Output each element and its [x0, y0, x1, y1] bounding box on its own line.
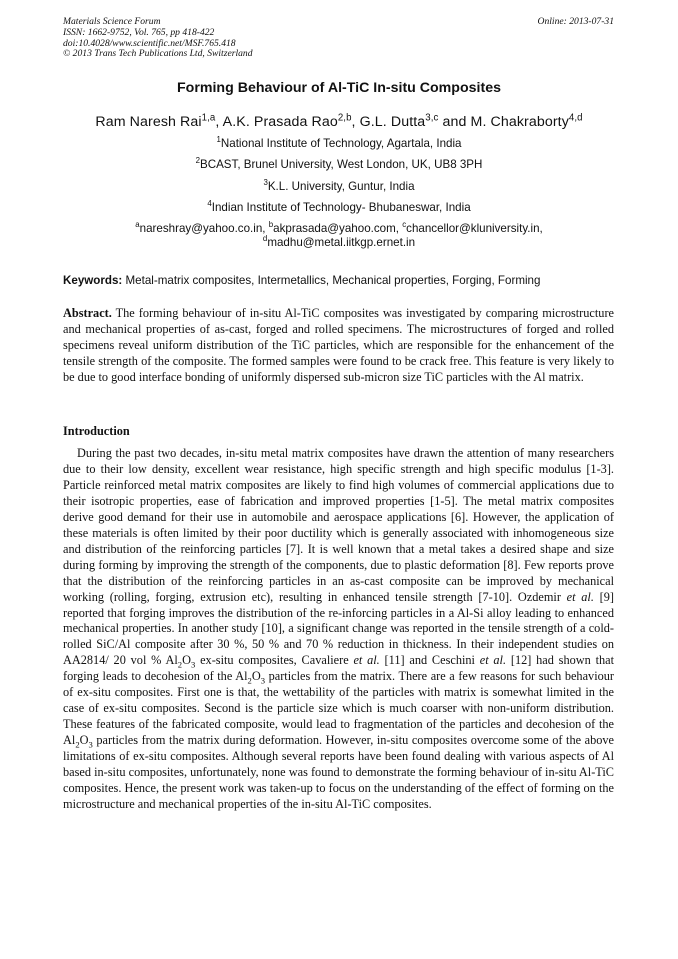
author-list: [0, 114, 678, 130]
keywords-label: Keywords:: [63, 274, 123, 287]
affiliation-sup: 4: [207, 199, 212, 209]
abstract: [63, 306, 614, 386]
email-d[interactable]: madhu@metal.iitkgp.ernet.in: [267, 236, 416, 249]
author-name: G.L. Dutta: [359, 114, 426, 130]
abstract-text: The forming behaviour of in-situ Al-TiC composites was investigated by comparing microstructure and mechanical properties of as-cast, forged and rolled specimens. The microstructures of forged and rolled specimens reveal uniform distribution of the TiC particles, which are responsible for the enhancement of the tensile strength of the composite. The formed samples were found to be crack free. This feature is very likely to be due to good interface bonding of uniformly dispersed sub-micron size TiC particles with the Al matrix.: [63, 306, 614, 384]
author-sep: and: [438, 114, 471, 130]
affiliation-4: [0, 201, 678, 214]
affiliation-2: [0, 158, 678, 171]
affiliation-text: K.L. University, Guntur, India: [267, 180, 415, 193]
author-name: M. Chakraborty: [470, 114, 569, 130]
affiliation-sup: 1: [216, 135, 221, 145]
email-c[interactable]: chancellor@kluniversity.in,: [406, 222, 543, 235]
email-line-2: $^d$madhu@metal.iitkgp.ernet.in: [262, 234, 416, 249]
author-sup: 3,c: [425, 112, 439, 124]
introduction-body: During the past two decades, in-situ metal matrix composites have drawn the attention of many researchers due to their low density, excellent wear resistance, high specific strength and high specific modulus [1-3]. Particle reinforced metal matrix composites are likely to find high volumes of commercial applications due to their isotropic properties, ease of fabrication and improved properties [1-5]. The metal matrix composites derive good demand for their use in automobile and aerospace applications [6]. However, the application of these materials is often limited by their poor ductility which is generally associated with inhomogeneous size and distribution of the reinforcing particles [7]. It is well known that a metal takes a desired shape and size during forming by improving the strength of the components, due to plastic deformation [8]. Few reports prove that the distribution of the reinforcing particles in an as-cast composite can be improved by mechanical working (rolling, forging, extrusion etc), resulting in enhanced tensile strength [7-10]. Ozdemir et al. [9] reported that forging improves the distribution of the re-inforcing particles in a Al-Si alloy leading to enhanced mechanical properties. In another study [10], a significant change was reported in the tensile strength of a cold-rolled SiC/Al composite after 30 %, 50 % and 70 % reduction in thickness. In their independent studies on AA2814/ 20 vol % $Al_2O_3$ ex-situ composites, Cavaliere et al. [11] and Ceschini et al. [12] had shown that forging leads to decohesion of the $Al_2O_3$ particles from the matrix. There are a few reasons for such behaviour of ex-situ composites. First one is that, the wettability of the particles with matrix is somewhat limited in the case of ex-situ composites. Second is the particle size which is much coarser with non-uniform distribution. These features of the fabricated composite, would lead to fragmentation of the particles and decohesion of the $Al_2O_3$ particles from the matrix during deformation. However, in-situ composites overcome some of the above limitations of ex-situ composites. Although several reports have been found dealing with various aspects of Al based in-situ composites, unfortunately, none was found to demonstrate the forming behaviour of in-situ Al-TiC composites. Hence, the present work was taken-up to focus on the understanding of the effect of forming on the microstructure and mechanical properties of the in-situ Al-TiC composites.: [63, 446, 615, 811]
email-a[interactable]: nareshray@yahoo.co.in,: [139, 222, 266, 235]
doi-link[interactable]: doi:10.4028/www.scientific.net/MSF.765.418: [63, 37, 236, 49]
affiliation-text: Indian Institute of Technology- Bhubaneswar, India: [211, 201, 471, 214]
author-sup: 2,b: [337, 112, 352, 124]
paper-title: Forming Behaviour of Al-TiC In-situ Composites: [177, 80, 501, 96]
affiliation-sup: 3: [263, 178, 268, 188]
author-name: A.K. Prasada Rao: [222, 114, 338, 130]
author-sep: ,: [215, 114, 223, 130]
author-sup: 4,d: [568, 112, 583, 124]
journal-header: [63, 17, 614, 60]
author-sep: ,: [351, 114, 360, 130]
affiliation-3: [0, 180, 678, 193]
author-name: Ram Naresh Rai: [95, 114, 202, 130]
section-heading-introduction: Introduction: [63, 424, 130, 438]
author-sup: 1,a: [201, 112, 216, 124]
email-line-1: $^a$nareshray@yahoo.co.in, $^b$akprasada@yahoo.com, $^c$chancellor@kluniversity.in,: [135, 220, 543, 235]
affiliation-text: BCAST, Brunel University, West London, UK, UB8 3PH: [199, 158, 483, 171]
keywords-text: Metal-matrix composites, Intermetallics, Mechanical properties, Forging, Forming: [125, 274, 541, 287]
copyright-line: © 2013 Trans Tech Publications Ltd, Switzerland: [63, 48, 253, 60]
journal-name: Materials Science Forum: [63, 16, 161, 27]
issn-line: ISSN: 1662-9752, Vol. 765, pp 418-422: [63, 26, 215, 38]
keywords: [63, 274, 623, 287]
affiliation-1: [0, 137, 678, 150]
abstract-label: Abstract.: [63, 306, 112, 320]
email-b[interactable]: akprasada@yahoo.com,: [273, 222, 399, 235]
online-date: Online: 2013-07-31: [537, 16, 614, 27]
affiliation-text: National Institute of Technology, Agartala, India: [220, 137, 462, 150]
affiliation-sup: 2: [195, 156, 200, 166]
